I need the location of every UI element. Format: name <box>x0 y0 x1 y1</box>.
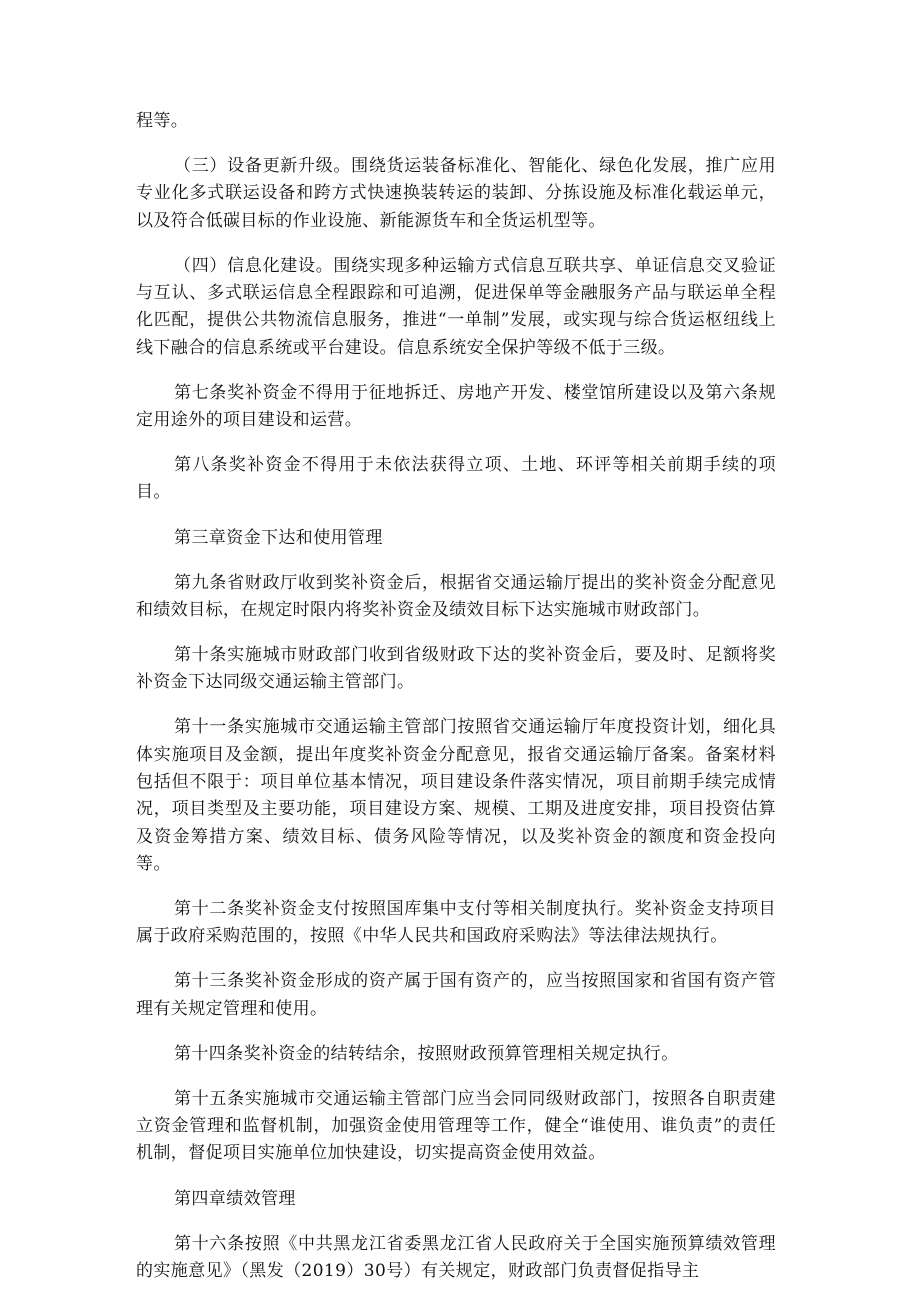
paragraph-article-8: 第八条奖补资金不得用于未依法获得立项、土地、环评等相关前期手续的项目。 <box>136 455 776 503</box>
document-page <box>136 108 776 1303</box>
paragraph-article-9: 第九条省财政厅收到奖补资金后，根据省交通运输厅提出的奖补资金分配意见和绩效目标，在规定时限内将奖补资金及绩效目标下达实施城市财政部门。 <box>136 572 776 620</box>
paragraph-article-16: 第十六条按照《中共黑龙江省委黑龙江省人民政府关于全国实施预算绩效管理的实施意见》（黑发（2019）30号）有关规定，财政部门负责督促指导主 <box>136 1233 776 1281</box>
paragraph-article-10: 第十条实施城市财政部门收到省级财政下达的奖补资金后，要及时、足额将奖补资金下达同级交通运输主管部门。 <box>136 645 776 693</box>
paragraph-article-14: 第十四条奖补资金的结转结余，按照财政预算管理相关规定执行。 <box>174 1043 679 1064</box>
paragraph-article-12: 第十二条奖补资金支付按照国库集中支付等相关制度执行。奖补资金支持项目属于政府采购范围的，按照《中华人民共和国政府采购法》等法律法规执行。 <box>136 899 776 947</box>
paragraph-continuation: 程等。 <box>136 111 189 131</box>
paragraph-article-7: 第七条奖补资金不得用于征地拆迁、房地产开发、楼堂馆所建设以及第六条规定用途外的项目建设和运营。 <box>136 382 776 431</box>
paragraph-article-11: 第十一条实施城市交通运输主管部门按照省交通运输厅年度投资计划，细化具体实施项目及金额，提出年度奖补资金分配意见，报省交通运输厅备案。备案材料包括但不限于：项目单位基本情况，项目建设条件落实情况，项目前期手续完成情况，项目类型及主要功能，项目建设方案、规模、工期及进度安排，项目投资估算及资金筹措方案、绩效目标、债务风险等情况，以及奖补资金的额度和资金投向等。 <box>136 717 776 874</box>
paragraph-article-15: 第十五条实施城市交通运输主管部门应当会同同级财政部门，按照各自职责建立资金管理和监督机制，加强资金使用管理等工作，健全“谁使用、谁负责”的责任机制，督促项目实施单位加快建设，切实提高资金使用效益。 <box>136 1088 776 1164</box>
paragraph-informatization: （四）信息化建设。围绕实现多种运输方式信息互联共享、单证信息交叉验证与互认、多式联运信息全程跟踪和可追溯，促进保单等金融服务产品与联运单全程化匹配，提供公共物流信息服务，推进“一单制”发展，或实现与综合货运枢纽线上线下融合的信息系统或平台建设。信息系统安全保护等级不低于三级。 <box>136 255 776 358</box>
chapter-heading-3: 第三章资金下达和使用管理 <box>174 527 383 548</box>
paragraph-equipment-upgrade: （三）设备更新升级。围绕货运装备标准化、智能化、绿色化发展，推广应用专业化多式联运设备和跨方式快速换装转运的装卸、分拣设施及标准化载运单元，以及符合低碳目标的作业设施、新能源货车和全货运机型等。 <box>136 156 776 231</box>
paragraph-article-13: 第十三条奖补资金形成的资产属于国有资产的，应当按照国家和省国有资产管理有关规定管理和使用。 <box>136 971 776 1019</box>
chapter-heading-4: 第四章绩效管理 <box>174 1188 296 1209</box>
